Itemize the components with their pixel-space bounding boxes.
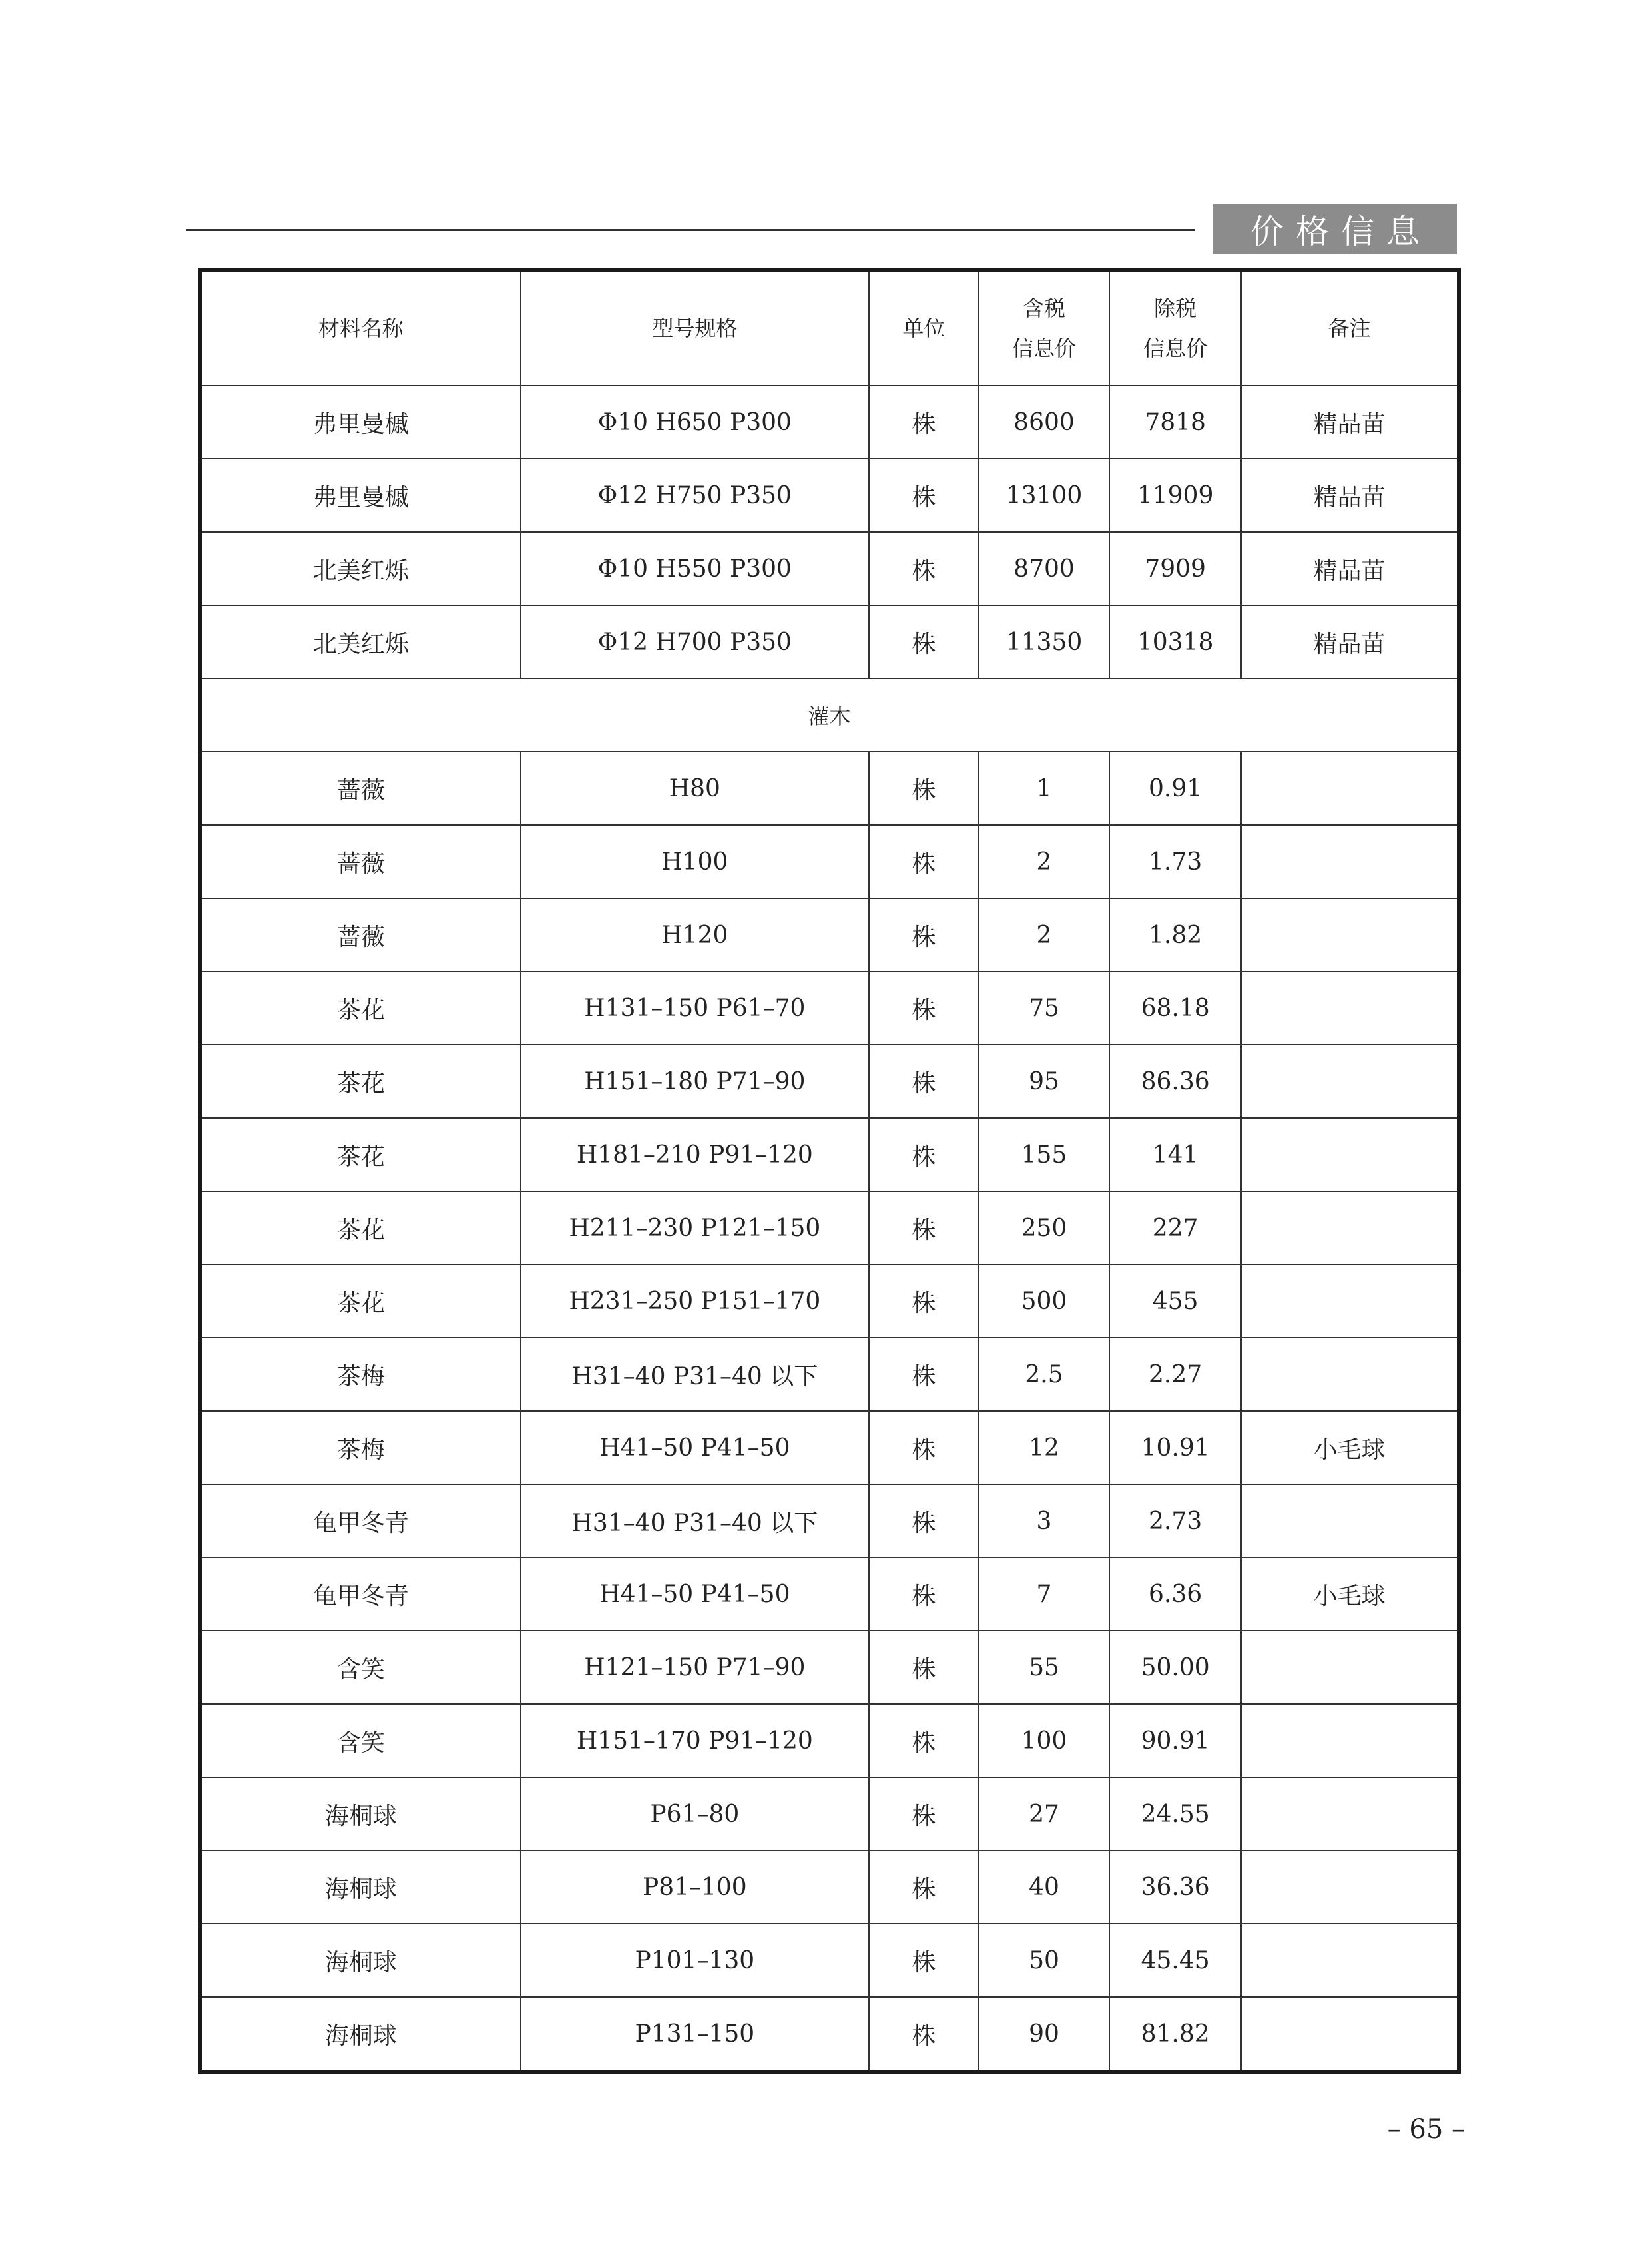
note-cell: 精品苗 [1241, 459, 1459, 532]
unit-cell: 株 [869, 752, 979, 825]
material-name-cell: 海桐球 [200, 1777, 521, 1850]
notax-price-cell: 68.18 [1109, 972, 1241, 1045]
note-cell [1241, 1265, 1459, 1338]
note-cell [1241, 825, 1459, 898]
section-tab: 价格信息 [1213, 204, 1457, 254]
spec-cell: H31–40 P31–40 以下 [521, 1484, 870, 1557]
spec-cell: Φ10 H550 P300 [521, 532, 870, 605]
column-header: 除税 信息价 [1109, 270, 1241, 386]
material-name-cell: 茶花 [200, 1265, 521, 1338]
tax-price-cell: 55 [979, 1631, 1110, 1704]
note-cell [1241, 1777, 1459, 1850]
table-row [200, 1704, 1459, 1777]
unit-cell: 株 [869, 1265, 979, 1338]
table-row [200, 972, 1459, 1045]
spec-cell: H120 [521, 898, 870, 972]
unit-cell: 株 [869, 1045, 979, 1118]
notax-price-cell: 2.27 [1109, 1338, 1241, 1411]
column-header: 型号规格 [521, 270, 870, 386]
unit-cell: 株 [869, 459, 979, 532]
unit-cell: 株 [869, 1118, 979, 1191]
unit-cell: 株 [869, 1924, 979, 1997]
table-row [200, 1997, 1459, 2072]
notax-price-cell: 11909 [1109, 459, 1241, 532]
unit-cell: 株 [869, 1557, 979, 1631]
table-row [200, 898, 1459, 972]
column-header: 材料名称 [200, 270, 521, 386]
unit-cell: 株 [869, 1484, 979, 1557]
table-row [200, 1484, 1459, 1557]
spec-cell: H41–50 P41–50 [521, 1411, 870, 1484]
material-name-cell: 蔷薇 [200, 752, 521, 825]
note-cell: 精品苗 [1241, 386, 1459, 459]
tax-price-cell: 11350 [979, 605, 1110, 679]
notax-price-cell: 24.55 [1109, 1777, 1241, 1850]
section-row [200, 679, 1459, 752]
table-row [200, 1557, 1459, 1631]
tax-price-cell: 95 [979, 1045, 1110, 1118]
note-cell [1241, 1118, 1459, 1191]
spec-cell: H31–40 P31–40 以下 [521, 1338, 870, 1411]
table-row [200, 1411, 1459, 1484]
unit-cell: 株 [869, 386, 979, 459]
tax-price-cell: 8600 [979, 386, 1110, 459]
notax-price-cell: 90.91 [1109, 1704, 1241, 1777]
note-cell: 精品苗 [1241, 605, 1459, 679]
notax-price-cell: 36.36 [1109, 1850, 1241, 1924]
tax-price-cell: 1 [979, 752, 1110, 825]
unit-cell: 株 [869, 605, 979, 679]
spec-cell: H231–250 P151–170 [521, 1265, 870, 1338]
material-name-cell: 龟甲冬青 [200, 1484, 521, 1557]
note-cell [1241, 1338, 1459, 1411]
unit-cell: 株 [869, 1850, 979, 1924]
spec-cell: P61–80 [521, 1777, 870, 1850]
unit-cell: 株 [869, 532, 979, 605]
tax-price-cell: 100 [979, 1704, 1110, 1777]
tax-price-cell: 90 [979, 1997, 1110, 2072]
notax-price-cell: 7818 [1109, 386, 1241, 459]
tax-price-cell: 27 [979, 1777, 1110, 1850]
tax-price-cell: 7 [979, 1557, 1110, 1631]
tax-price-cell: 3 [979, 1484, 1110, 1557]
material-name-cell: 茶花 [200, 1191, 521, 1265]
unit-cell: 株 [869, 1191, 979, 1265]
table-row [200, 1191, 1459, 1265]
spec-cell: P101–130 [521, 1924, 870, 1997]
note-cell [1241, 1704, 1459, 1777]
spec-cell: H80 [521, 752, 870, 825]
notax-price-cell: 7909 [1109, 532, 1241, 605]
spec-cell: H41–50 P41–50 [521, 1557, 870, 1631]
spec-cell: Φ12 H700 P350 [521, 605, 870, 679]
table-row [200, 1045, 1459, 1118]
spec-cell: H151–180 P71–90 [521, 1045, 870, 1118]
material-name-cell: 北美红烁 [200, 532, 521, 605]
tax-price-cell: 12 [979, 1411, 1110, 1484]
column-header: 含税 信息价 [979, 270, 1110, 386]
tax-price-cell: 2.5 [979, 1338, 1110, 1411]
notax-price-cell: 86.36 [1109, 1045, 1241, 1118]
table-row [200, 1338, 1459, 1411]
notax-price-cell: 455 [1109, 1265, 1241, 1338]
spec-cell: Φ12 H750 P350 [521, 459, 870, 532]
notax-price-cell: 81.82 [1109, 1997, 1241, 2072]
note-cell: 小毛球 [1241, 1557, 1459, 1631]
table-row [200, 1777, 1459, 1850]
material-name-cell: 北美红烁 [200, 605, 521, 679]
note-cell [1241, 1850, 1459, 1924]
page-number: – 65 – [1387, 2114, 1465, 2145]
section-label: 灌木 [200, 679, 1459, 752]
spec-cell: H131–150 P61–70 [521, 972, 870, 1045]
note-cell [1241, 752, 1459, 825]
table-row [200, 386, 1459, 459]
note-cell [1241, 898, 1459, 972]
material-name-cell: 海桐球 [200, 1997, 521, 2072]
material-name-cell: 弗里曼槭 [200, 386, 521, 459]
unit-cell: 株 [869, 1777, 979, 1850]
spec-cell: P81–100 [521, 1850, 870, 1924]
notax-price-cell: 10318 [1109, 605, 1241, 679]
note-cell [1241, 1924, 1459, 1997]
material-name-cell: 茶花 [200, 972, 521, 1045]
table-row [200, 1265, 1459, 1338]
material-name-cell: 茶花 [200, 1045, 521, 1118]
note-cell [1241, 1997, 1459, 2072]
notax-price-cell: 227 [1109, 1191, 1241, 1265]
column-header: 单位 [869, 270, 979, 386]
table-body [200, 386, 1459, 2072]
table-row [200, 752, 1459, 825]
unit-cell: 株 [869, 1411, 979, 1484]
material-name-cell: 茶梅 [200, 1411, 521, 1484]
unit-cell: 株 [869, 1997, 979, 2072]
spec-cell: H100 [521, 825, 870, 898]
tax-price-cell: 13100 [979, 459, 1110, 532]
notax-price-cell: 1.73 [1109, 825, 1241, 898]
spec-cell: H121–150 P71–90 [521, 1631, 870, 1704]
table-row [200, 1924, 1459, 1997]
unit-cell: 株 [869, 1631, 979, 1704]
notax-price-cell: 2.73 [1109, 1484, 1241, 1557]
spec-cell: H151–170 P91–120 [521, 1704, 870, 1777]
note-cell [1241, 1484, 1459, 1557]
unit-cell: 株 [869, 1338, 979, 1411]
note-cell: 精品苗 [1241, 532, 1459, 605]
material-name-cell: 蔷薇 [200, 898, 521, 972]
notax-price-cell: 6.36 [1109, 1557, 1241, 1631]
unit-cell: 株 [869, 1704, 979, 1777]
table-header-row [200, 270, 1459, 386]
table-row [200, 459, 1459, 532]
note-cell: 小毛球 [1241, 1411, 1459, 1484]
material-name-cell: 含笑 [200, 1631, 521, 1704]
material-name-cell: 茶花 [200, 1118, 521, 1191]
material-name-cell: 含笑 [200, 1704, 521, 1777]
unit-cell: 株 [869, 825, 979, 898]
tax-price-cell: 250 [979, 1191, 1110, 1265]
unit-cell: 株 [869, 972, 979, 1045]
notax-price-cell: 10.91 [1109, 1411, 1241, 1484]
tax-price-cell: 2 [979, 825, 1110, 898]
tax-price-cell: 2 [979, 898, 1110, 972]
tax-price-cell: 500 [979, 1265, 1110, 1338]
notax-price-cell: 45.45 [1109, 1924, 1241, 1997]
note-cell [1241, 1045, 1459, 1118]
notax-price-cell: 0.91 [1109, 752, 1241, 825]
notax-price-cell: 141 [1109, 1118, 1241, 1191]
tax-price-cell: 8700 [979, 532, 1110, 605]
column-header: 备注 [1241, 270, 1459, 386]
material-name-cell: 弗里曼槭 [200, 459, 521, 532]
tax-price-cell: 155 [979, 1118, 1110, 1191]
table-row [200, 1631, 1459, 1704]
spec-cell: H211–230 P121–150 [521, 1191, 870, 1265]
tax-price-cell: 40 [979, 1850, 1110, 1924]
table-row [200, 532, 1459, 605]
spec-cell: H181–210 P91–120 [521, 1118, 870, 1191]
spec-cell: P131–150 [521, 1997, 870, 2072]
material-name-cell: 茶梅 [200, 1338, 521, 1411]
spec-cell: Φ10 H650 P300 [521, 386, 870, 459]
notax-price-cell: 50.00 [1109, 1631, 1241, 1704]
notax-price-cell: 1.82 [1109, 898, 1241, 972]
table-row [200, 1850, 1459, 1924]
material-name-cell: 蔷薇 [200, 825, 521, 898]
material-name-cell: 海桐球 [200, 1924, 521, 1997]
table-row [200, 825, 1459, 898]
table-row [200, 605, 1459, 679]
unit-cell: 株 [869, 898, 979, 972]
note-cell [1241, 1631, 1459, 1704]
tax-price-cell: 50 [979, 1924, 1110, 1997]
tax-price-cell: 75 [979, 972, 1110, 1045]
header-rule [186, 229, 1195, 231]
note-cell [1241, 1191, 1459, 1265]
material-name-cell: 海桐球 [200, 1850, 521, 1924]
note-cell [1241, 972, 1459, 1045]
price-table [198, 268, 1461, 2074]
material-name-cell: 龟甲冬青 [200, 1557, 521, 1631]
table-row [200, 1118, 1459, 1191]
